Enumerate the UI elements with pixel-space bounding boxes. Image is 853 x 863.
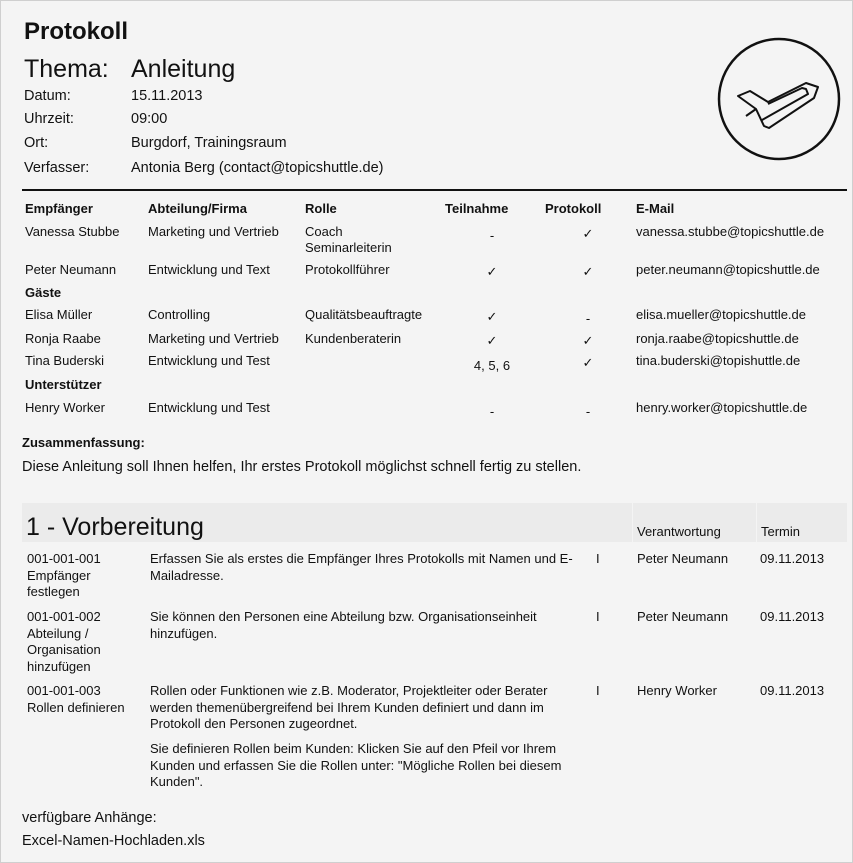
col-protokoll: Protokoll [545,201,602,216]
protokoll-mark: - [585,311,591,326]
col-rolle: Rolle [305,201,337,216]
teilnahme-mark: - [489,404,495,419]
col-email: E-Mail [636,201,675,216]
item-type: I [596,609,600,624]
recipient-name: Vanessa Stubbe [25,224,120,239]
detail-label: Verfasser: [24,160,90,176]
detail-value: 09:00 [131,111,168,127]
item-responsible: Henry Worker [637,683,717,698]
recipient-email[interactable]: ronja.raabe@topicshuttle.de [636,331,799,346]
recipient-dept: Entwicklung und Text [148,262,270,277]
item-id: 001-001-001 [27,551,101,566]
item-type: I [596,551,600,566]
thema-value: Anleitung [131,55,236,83]
col-teilnahme: Teilnahme [445,201,509,216]
page-title: Protokoll [24,18,129,45]
item-responsible: Peter Neumann [637,609,729,624]
teilnahme-mark: ✓ [486,264,498,279]
recipient-dept: Entwicklung und Test [148,353,270,368]
recipient-email[interactable]: henry.worker@topicshuttle.de [636,400,808,415]
detail-label: Ort: [24,135,49,151]
recipient-role: Coach [305,224,343,239]
recipient-dept: Entwicklung und Test [148,400,270,415]
item-name: Abteilung / Organisation hinzufügen [27,625,101,674]
protokoll-mark: ✓ [582,355,594,370]
recipient-name: Henry Worker [25,400,105,415]
attachments-label: verfügbare Anhänge: [22,810,157,826]
header-divider [22,189,847,191]
item-text-2: Sie definieren Rollen beim Kunden: Klicken Sie auf den Pfeil vor Ihrem Kunden und erfassen Sie die Rollen unter: "Mögliche Rollen bei diesem Kunden". [150,741,562,789]
protokoll-mark: - [585,404,591,419]
item-id: 001-001-003 [27,683,101,698]
item-responsible: Peter Neumann [637,551,729,566]
recipient-name: Elisa Müller [25,307,93,322]
item-name: Empfänger festlegen [27,567,91,599]
recipient-role: Kundenberaterin [305,331,402,346]
recipient-email[interactable]: tina.buderski@topishuttle.de [636,353,801,368]
recipient-role: Qualitätsbeauftragte [305,307,423,322]
item-date: 09.11.2013 [760,609,825,624]
detail-label: Uhrzeit: [24,111,74,127]
col-verantwortung: Verantwortung [637,524,721,539]
detail-label: Datum: [24,88,71,104]
item-name: Rollen definieren [27,699,125,715]
teilnahme-mark: ✓ [486,309,498,324]
item-date: 09.11.2013 [760,683,825,698]
teilnahme-mark: - [489,228,495,243]
col-empfaenger: Empfänger [25,201,93,216]
recipient-dept: Marketing und Vertrieb [148,331,279,346]
section-title: 1 - Vorbereitung [26,513,204,541]
recipient-dept: Marketing und Vertrieb [148,224,279,239]
teilnahme-mark: ✓ [486,333,498,348]
col-termin: Termin [761,524,801,539]
thema-label: Thema: [24,55,109,83]
group-supporters: Unterstützer [25,377,102,392]
item-text: Rollen oder Funktionen wie z.B. Moderator, Projektleiter oder Berater werden themenübergreifend bei Ihrem Kunden definiert und dann im Protokoll den Personen zugeordnet. [150,683,548,731]
logo-icon [716,36,842,162]
protokoll-mark: ✓ [582,226,594,241]
recipient-role: Seminarleiterin [305,240,392,255]
item-text: Erfassen Sie als erstes die Empfänger Ihres Protokolls mit Namen und E-Mailadresse. [150,551,573,583]
recipient-email[interactable]: vanessa.stubbe@topicshuttle.de [636,224,825,239]
recipient-dept: Controlling [148,307,211,322]
group-guests: Gäste [25,285,62,300]
protokoll-mark: ✓ [582,264,594,279]
recipient-email[interactable]: peter.neumann@topicshuttle.de [636,262,820,277]
detail-value: 15.11.2013 [131,88,203,104]
summary-text: Diese Anleitung soll Ihnen helfen, Ihr erstes Protokoll möglichst schnell fertig zu stellen. [22,459,582,475]
item-date: 09.11.2013 [760,551,825,566]
recipient-name: Tina Buderski [25,353,104,368]
detail-value: Antonia Berg (contact@topicshuttle.de) [131,160,384,176]
item-id: 001-001-002 [27,609,101,624]
attachment-link[interactable]: Excel-Namen-Hochladen.xls [22,833,205,849]
item-text: Sie können den Personen eine Abteilung bzw. Organisationseinheit hinzufügen. [150,609,537,641]
protokoll-mark: ✓ [582,333,594,348]
recipient-name: Peter Neumann [25,262,117,277]
col-abteilung: Abteilung/Firma [148,201,247,216]
teilnahme-mark: 4, 5, 6 [473,358,511,373]
item-type: I [596,683,600,698]
summary-label: Zusammenfassung: [22,435,145,450]
recipient-email[interactable]: elisa.mueller@topicshuttle.de [636,307,807,322]
detail-value: Burgdorf, Trainingsraum [131,135,287,151]
recipient-name: Ronja Raabe [25,331,101,346]
recipient-role: Protokollführer [305,262,390,277]
